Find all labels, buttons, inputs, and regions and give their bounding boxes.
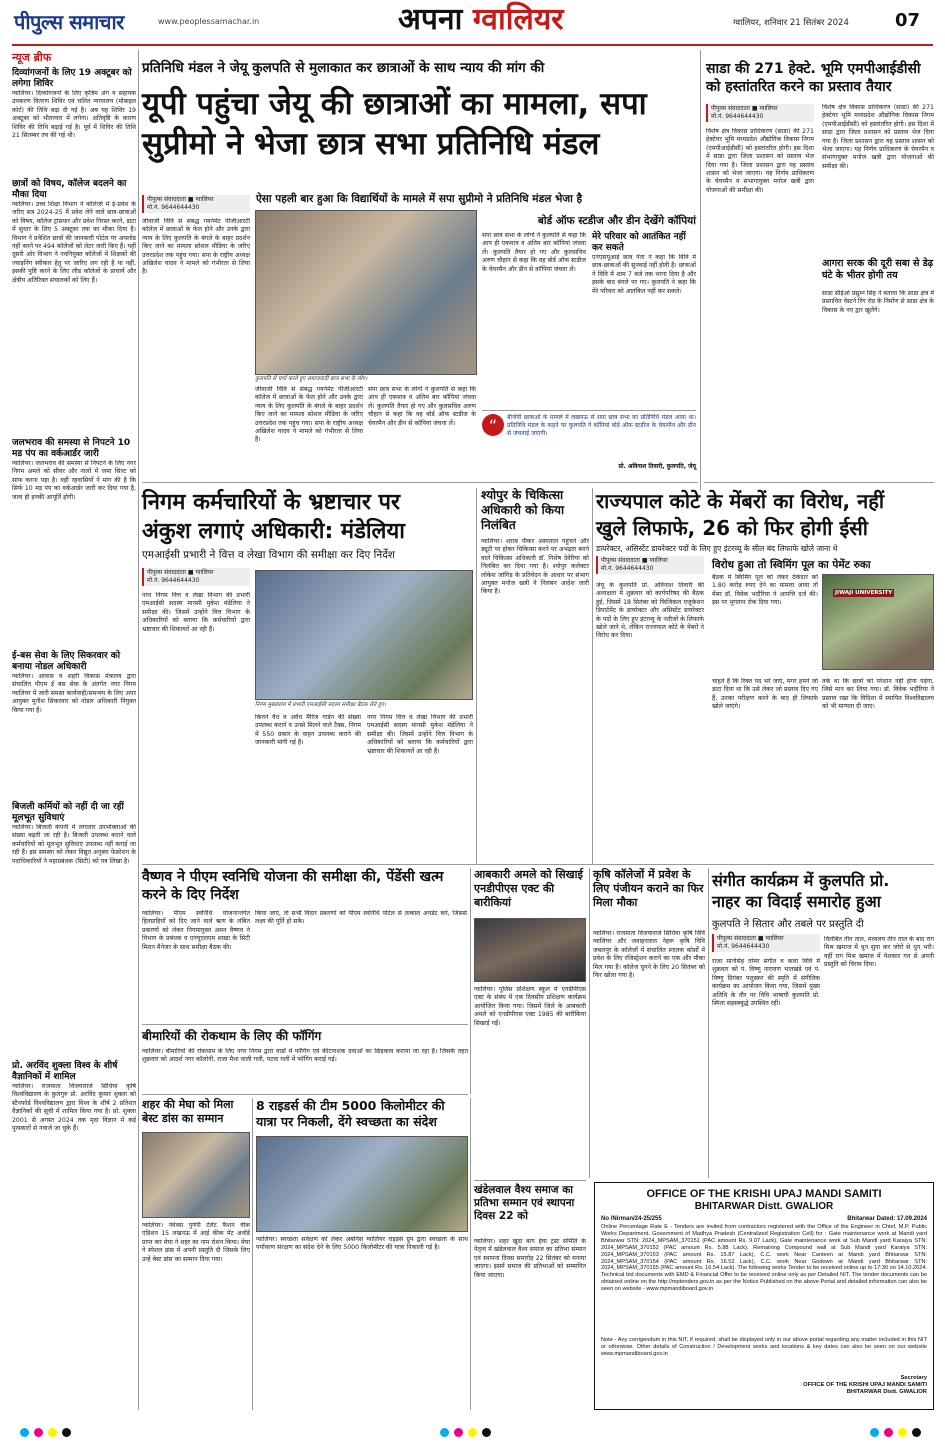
sangeet-byline <box>712 934 820 952</box>
lead-box-right <box>592 232 696 394</box>
column-divider <box>592 488 593 864</box>
lead-bottom-rule <box>142 482 698 483</box>
quote-icon: “ <box>482 414 504 436</box>
rajyapal-subhead: विरोध हुआ तो स्विमिंग पूल का पेमेंट रुका <box>712 559 871 571</box>
tender-note: Note - Any corrigendum in this NIT, if required, shall be displayed only in our above portal regarding any matter included in this NIT or otherwise. Other details of Construction / Development works and locations & key dates can also be seen on our website www.mpmandiboard.gov.in <box>601 1337 927 1357</box>
brief-body: ग्वालियर। आवास व शहरी विकास मंत्रालय द्वारा संचालित पीएम ई बस सेवा के अंतर्गत नगर निगम ग्वालियर में जारी समस्त कार्यवाही/समन्वय के लिए अपर आयुक्त मुनीश सिकरवार को नोडल अधिकारी नियुक्त किया गया है। <box>12 673 136 714</box>
tender-signatory-line2: BHITARWAR Distt. GWALIOR <box>846 1389 927 1395</box>
lead-box-head: बोर्ड ऑफ स्टडीज और डीन देखेंगे कॉपियां <box>537 215 696 227</box>
cmyk-yellow-dot <box>468 1428 477 1437</box>
brief-headline: बिजली कर्मियों को नहीं दी जा रहीं मूलभूत सुविधाएं <box>12 802 124 823</box>
brief-body: ग्वालियर। दिव्यांगजनों के लिए कृत्रिम अंग व सहायक उपकरण वितरण शिविर एवं चलित न्यायालय (मोबाइल कोर्ट) की तिथि बढ़ा दी गई है। अब यह शिविर 19 अक्टूबर को भीतरवार में लगेगा। अतिवृष्टि के कारण शिविर की तिथि बढ़ाई गई है। पूर्व में शिविर की तिथि 21 सितम्बर तय की गई थी। <box>12 90 136 140</box>
column-divider <box>708 868 709 1178</box>
rajyapal-deck: डायरेक्टर, असिस्टेंट डायरेक्टर पदों के लिए हुए इंटरव्यू के सील बंद लिफाफे खोले जाना थे <box>596 544 838 553</box>
lead-col2: जीवाजी विवि से संबद्ध गवर्नमेंट पीजीआरटी कॉलेज में छात्राओं के फेल होने और उनके द्वारा न्याय के लिए कुलपति के बंगले के बाहर प्रदर्शन किए जाने का मामला सोशल मीडिया के जरिए उत्तरप्रदेश तक पहुंच गया। सपा के राष्ट्रीय अध्यक्ष अखिलेश यादव ने मामले को गंभीरता से लिया है। <box>255 386 363 444</box>
sada-byline-name: पीपुल्स संवाददाता ■ ग्वालियर <box>711 105 778 112</box>
rajyapal-body1: जेयू के कुलपति प्रो. अविनाश तिवारी की अध्यक्षता में शुक्रवार को कार्यपरिषद की बैठक हुई, जिसमें 18 सितंबर को फिजिकल एजुकेशन डिपार्टमेंट के डायरेक्टर और असिस्टेंट डायरेक्टर के पदों के लिए हुए इंटरव्यू के नतीजों के लिफाफे खोले जाने थे, लेकिन राज्यपाल कोटे के मेंबरों ने विरोध कर दिया। <box>596 582 704 640</box>
column-divider <box>252 1098 253 1410</box>
sada-bottom-rule <box>704 482 934 483</box>
rajyapal-headline-line1: राज्यपाल कोटे के मेंबरों का विरोध, नहीं <box>596 489 884 513</box>
brief-body: ग्वालियर। बिजली कंपनी में लगातार उपभोक्ताओं की संख्या बढ़ती जा रही है। बिजली उपलब्ध कराने वाले कर्मचारियों को मूलभूत सुविधाएं उपलब्ध नहीं कराई जा रही हैं। इस समस्या को लेकर विद्युत अनुबंध फेडरेशन के पदाधिकारियों ने महाप्रबंधक (सिटी) को पत्र लिखा है। <box>12 824 136 865</box>
lead-headline-line1: यूपी पहुंचा जेयू की छात्राओं का मामला, सपा <box>142 86 647 122</box>
jiwaji-university-photo <box>822 574 934 670</box>
brief-headline: प्रो. अरविंद शुक्ला विश्व के शीर्ष वैज्ञानिकों में शामिल <box>12 1061 118 1082</box>
krishi-body: ग्वालियर। राजमाता विजयाराजे सिंधिया कृषि विवि ग्वालियर और जवाहरलाल नेहरू कृषि विवि जबलपुर के कॉलेजों में संचालित स्नातक कोर्सों में प्रवेश के लिए रजिस्ट्रेशन कराने का एक और मौका मिल गया है। कॉलेज चुनने के लिए 20 सितंबर को फिर खोला गया है। <box>593 930 705 980</box>
news-brief-label: न्यूज ब्रीफ <box>12 51 52 64</box>
cmyk-cyan-dot <box>440 1428 449 1437</box>
rajyapal-headline <box>596 488 934 542</box>
brief-item <box>12 179 136 433</box>
riders-body: ग्वालियर। स्वच्छता सर्वेक्षण को लेकर अर्बोनेस ग्वालियर राइडर्स ग्रुप द्वारा स्वच्छता के साथ पर्यावरण संरक्षण का संदेश देने के लिए 5000 किलोमीटर की यात्रा निकाली गई है। <box>256 1236 468 1252</box>
lead-photo <box>255 210 477 375</box>
column-divider <box>470 868 471 1094</box>
masthead <box>0 0 945 46</box>
lead-box2-head: मेरे परिवार को आतंकित नहीं कर सकते <box>592 232 686 253</box>
rajyapal-byline <box>596 556 704 574</box>
bimari-headline: बीमारियों की रोकथाम के लिए की फॉगिंग <box>142 1029 322 1043</box>
riders-headline: 8 राइडर्स की टीम 5000 किलोमीटर की यात्रा पर निकली, देंगे स्वच्छता का संदेश <box>256 1098 445 1129</box>
lead-quote-text: बीजेपी छात्राओं के मामले में लखनऊ से सपा छात्र सभा का प्रतिनिधि मंडल आया था। प्रतिनिधि मंडल के कहने पर कुलपति ने कॉपियां बोर्ड ऑफ स्टडीज के चेयरमैन और डीन से जंचवाई जाएंगी। <box>507 414 696 437</box>
brief-headline: जलभराव की समस्या से निपटने 10 मड पंप का वर्कआर्डर जारी <box>12 438 131 459</box>
brief-item <box>12 68 136 174</box>
brief-body: ग्वालियर। राजमाता विजयाराजे सिंधिया कृषि विश्वविद्यालय के कुलगुरु प्रो. अरविंद कुमार शुक्ला को स्टैनफोर्ड विश्वविद्यालय द्वारा विश्व के शीर्ष 2 प्रतिशत वैज्ञानिकों की सूची में शामिल किया गया है। प्रो. शुक्ला 2001 से अगस्त 2024 तक मृदा विज्ञान में कई पुरस्कारों से नवाजे जा चुके हैं। <box>12 1083 136 1133</box>
registration-marks <box>0 1420 945 1445</box>
rajyapal-headline-line2: खुले लिफाफे, 26 को फिर होगी ईसी <box>596 516 868 540</box>
nigam-byline-mobile: मो.नं. 9644644430 <box>147 577 200 584</box>
sada-byline-mobile: मो.नं. 9644644430 <box>711 113 764 120</box>
column-divider <box>700 50 701 490</box>
tender-dated: Bhitarwar Dated: 17.09.2024 <box>847 1216 927 1222</box>
riders-photo <box>256 1136 468 1232</box>
megha-headline: शहर की मेघा को मिला बेस्ट डांस का सम्मान <box>142 1098 234 1125</box>
lead-kicker: प्रतिनिधि मंडल ने जेयू कुलपति से मुलाकात कर छात्राओं के साथ न्याय की मांग की <box>142 60 545 76</box>
section-title <box>398 2 564 38</box>
column-divider <box>589 868 590 1178</box>
tender-ref-row <box>601 1216 927 1222</box>
cmyk-black-dot <box>482 1428 491 1437</box>
brand-logo: पीपुल्स समाचार <box>14 10 124 34</box>
brief-item <box>12 802 136 1056</box>
lead-byline-mobile: मो.नं. 9644644430 <box>147 204 200 211</box>
sada-subhead: आगरा सरक की दूरी सबा से डेढ़ घंटे के भीतर होगी तय <box>822 258 934 281</box>
sheopur-headline: श्योपुर के चिकित्सा अधिकारी को किया निलंबित <box>481 488 565 532</box>
cmyk-black-dot <box>62 1428 71 1437</box>
news-brief-column <box>12 50 136 1410</box>
nigam-headline-line2: अंकुश लगाएं अधिकारी: मंडेलिया <box>142 519 405 544</box>
brief-item <box>12 1061 136 1383</box>
tender-signatory-line1: OFFICE OF THE KRISHI UPAJ MANDI SAMITI <box>803 1382 927 1388</box>
sangeet-deck: कुलपति ने सितार और तबले पर प्रस्तुति दी <box>712 919 864 930</box>
khandelwal-headline: खंडेलवाल वैश्य समाज का प्रतिभा सम्मान एवं स्थापना दिवस 22 को <box>474 1184 575 1222</box>
website-url[interactable]: www.peoplessamachar.in <box>158 17 260 26</box>
sangeet-body2: विलंबित तीन ताल, मध्यलय तीन ताल के बाद राग मिश्र खमाज में धुन सुना कर जोरों से धुन भरी। वहीं राग मिश्र खमाज में पेशकार गत से अपनी प्रस्तुति को विराम दिया। <box>824 936 934 969</box>
vaishnav-body1: ग्वालियर। पीएम स्वनिधि योजनान्तर्गत हितग्राहियों को दिए जाने वाले ऋण के लंबित प्रकरणों को लेकर निगमायुक्त अमन वैष्णव ने विभाग के प्रबंधक व एनयूएलएम शाखा के सिटी मिशन मैनेजर के साथ समीक्षा बैठक की। <box>142 910 250 951</box>
lead-box2-body: एनएसयूआई छात्र नेता ने कहा कि विवि में छात्र-छात्राओं की सुनवाई नहीं होती है। छात्राओं ने विवि में शाम 7 बजे तक धरना दिया है और इसके बाद बंगले पर गए। कुलपति ने कहा कि मेरे परिवार को आतंकित नहीं कर सकते। <box>592 254 696 295</box>
sada-sub-body: साडा सीईओ प्रद्युम्न सिंह ने बताया कि साडा क्षेत्र में प्रस्तावित वेस्टर्न रिंग रोड के निर्माण से साडा क्षेत्र के विकास के नए द्वार खुलेंगे। <box>822 290 934 314</box>
sangeet-byline-name: पीपुल्स संवाददाता ■ ग्वालियर <box>717 935 784 942</box>
megha-photo <box>142 1132 250 1218</box>
section-title-part2: ग्वालियर <box>472 2 564 37</box>
tender-body: Online Percentage Rate E - Tenders are invited from contractors registered with the Office of the Engineer in Chief, M.P. Public Works Department, Government of Madhya Pradesh (Centralized Registration Cell) for : Gate maintenance work at Mandi yard Bhitarwar STN: 2024_MPSAM_370151 (PAC amount Rs. 9.07 Lack), Gate maintenance work at Sub Mandi yard Karaiya STN: 2024_MPSAM_370152 (PAC amount Rs. 5.88 Lack), Remaining Compound wall at Sub Mandi yard Karaiya STN: 2024_MPSAM_370153 (PAC amount Rs. 15.87 Lack), C.C. work Near Canteen at Mandi yard Bhitarwar STN: 2024_MPSAM_370154 (PAC amount Rs. 16.52 Lack), C.C. work Near Godown at Mandi yard Bhitarwar STN: 2024_MPSAM_370155 (PAC amount Rs. 16.54 Lack). The following works Tender to be received online up to 17:30 on 14.10.2024. Technical bid documents with EMD & Financial Offer to be received online only as per Detailed NIT. The tender documents can be obtained online on the http://mptenders.gov.in as per the Notice Published on the above Portal and detailed information can also be seen on website - www.mpmandiboard.gov.in <box>601 1224 927 1293</box>
lead-photo-caption: कुलपति से चर्चा करते हुए समाजवादी छात्र सभा के लोग। <box>255 376 368 382</box>
abkari-body: ग्वालियर। पुलिस प्रशिक्षण स्कूल में एनडीपीएस एक्ट के संबंध में एक दिवसीय प्रशिक्षण कार्यक्रम आयोजित किया गया। जिसमें जिले के आबकारी अमले को एनडीपीएस एक्ट 1985 की बारीकियां सिखाई गईं। <box>474 986 586 1027</box>
abkari-headline: आबकारी अमले को सिखाई एनडीपीएस एक्ट की बारीकियां <box>474 868 583 909</box>
sangeet-headline-line1: संगीत कार्यक्रम में कुलपति प्रो. <box>712 871 890 890</box>
tender-notice <box>594 1182 934 1410</box>
column-divider <box>470 1098 471 1410</box>
sangeet-headline-line2: नाहर का विदाई समारोह हुआ <box>712 892 881 911</box>
jiwaji-photo-label: JIWAJI UNIVERSITY <box>835 590 893 596</box>
sada-byline <box>706 104 814 122</box>
dateline: ग्वालियर, शनिवार 21 सितंबर 2024 <box>733 18 849 28</box>
rajyapal-byline-mobile: मो.नं. 9644644430 <box>601 565 654 572</box>
nigam-body3: नगर निगम वित्त व लेखा विभाग की प्रभारी एमआईसी सदस्य मानसी मुकेश मंडेलिया ने समीक्षा की। जिसमें उन्होंने वित्त विभाग के अधिकारियों को बताया कि कर्मचारियों द्वारा भ्रष्टाचार की शिकायतें आ रही हैं। <box>367 714 473 755</box>
rajyapal-sub-body: बैठक में स्विमिंग पूल को लेकर ठेकेदार को 1.80 करोड़ रुपए देने का मामला आया तो मेंबर डॉ. विवेक भदौरिया ने आपत्ति दर्ज की। इस पर भुगतान रोक दिया गया। <box>712 574 818 607</box>
column-divider <box>138 50 139 1410</box>
lead-headline-line2: सुप्रीमो ने भेजा छात्र सभा प्रतिनिधि मंडल <box>142 126 600 162</box>
rajyapal-body2: चाहते हैं कि रिक्त पद भरे जाएं, मगर हमने जो डाटा दिया था कि उसे लेकर जो प्रस्ताव दिए गए हैं, उनका परीक्षण करने के बाद ही लिफाफे खोले जाएंगे। <box>712 678 818 711</box>
lead-byline-name: पीपुल्स संवाददाता ■ ग्वालियर <box>147 196 214 203</box>
cmyk-magenta-dot <box>454 1428 463 1437</box>
tender-ref-no: No /Nirman/24-25/255 <box>601 1216 662 1222</box>
bimari-body: ग्वालियर। बीमारियों की रोकथाम के लिए नगर निगम द्वारा वार्डों में फॉगिंग एवं कीटनाशक दवाओं का छिड़काव कराया जा रहा है। जिसके तहत शुक्रवार को आदर्श नगर कॉलोनी, राजा मैथा वाली गली, पटवा गली में फॉगिंग कराई गई। <box>142 1048 468 1064</box>
rule <box>474 1180 586 1181</box>
lead-box-left <box>482 232 586 402</box>
cmyk-yellow-dot <box>48 1428 57 1437</box>
vaishnav-headline: वैष्णव ने पीएम स्वनिधि योजना की समीक्षा की, पेंडेंसी खत्म करने के दिए निर्देश <box>142 869 444 903</box>
lead-col1: जीवाजी विवि से संबद्ध गवर्नमेंट पीजीआरटी कॉलेज में छात्राओं के फेल होने और उनके द्वारा न्याय के लिए कुलपति के बंगले के बाहर प्रदर्शन किए जाने का मामला सोशल मीडिया के जरिए उत्तरप्रदेश तक पहुंच गया। सपा के राष्ट्रीय अध्यक्ष अखिलेश यादव ने मामले को गंभीरता से लिया है। <box>142 218 250 276</box>
nigam-photo <box>255 570 473 700</box>
lead-quote-author: प्रो. अविनाश तिवारी, कुलपति, जेयू <box>618 463 696 470</box>
brief-item <box>12 438 136 646</box>
lead-subhead: ऐसा पहली बार हुआ कि विद्यार्थियों के मामले में सपा सुप्रीमो ने प्रतिनिधि मंडल भेजा है <box>256 193 583 205</box>
cmyk-cyan-dot <box>870 1428 879 1437</box>
lead-byline <box>142 195 250 213</box>
tender-title-line1: OFFICE OF THE KRISHI UPAJ MANDI SAMITI <box>646 1188 882 1200</box>
brief-body: ग्वालियर। उच्च शिक्षा विभाग ने कॉलेजों में ई-प्रवेश के जरिए सत्र 2024-25 में प्रवेश लेने वाले छात्र-छात्राओं को विषय, कॉलेज ट्रांसफर और प्रवेश निरस्त करने, डाटा में सुधार के लिए 5 अक्टूबर तक का मौका दिया है। विभाग ने प्रवेशित छात्रों की जानकारी पोर्टल पर अपलोड नहीं करने पर 494 कॉलेजों को लेटर जारी किए हैं। यहीं दूसरी ओर विभाग ने नवनियुक्त कॉलेजों में शिक्षकों की ज्वाइनिंग स्वीकार हेतु पर जारिए लग रही है या नहीं, इसकी पुष्टि करने के लिए लीड कॉलेजों के प्राचार्य और क्षेत्रीय अतिरिक्त संचालकों को लिए हैं। <box>12 201 136 284</box>
mid-rule <box>142 864 934 865</box>
nigam-headline-line1: निगम कर्मचारियों के भ्रष्टाचार पर <box>142 490 401 515</box>
krishi-headline: कृषि कॉलेजों में प्रवेश के लिए पंजीयन कराने का फिर मिला मौका <box>593 868 704 909</box>
nigam-byline <box>142 568 250 586</box>
rule <box>142 1094 468 1095</box>
lead-col3: सपा छात्र सभा के लोगों ने कुलपति से कहा कि आप ही एकमात्र व अंतिम बार कॉपियां जंचवा लें। कुलपति तैयार हो गए और कुलसचिव अरुण चौहान से कहा कि वह बोर्ड ऑफ स्टडीज के चेयरमैन और डीन से कॉपियां जंचवा लें। <box>368 386 476 427</box>
lead-headline <box>142 84 698 164</box>
section-title-part1: अपना <box>398 2 463 37</box>
lead-box <box>482 214 696 404</box>
rajyapal-byline-name: पीपुल्स संवाददाता ■ ग्वालियर <box>601 557 668 564</box>
sada-headline: साडा की 271 हेक्टे. भूमि एमपीआईडीसी को हस्तांतरित करने का प्रस्ताव तैयार <box>706 61 921 95</box>
page-number: 07 <box>895 10 921 31</box>
masthead-rule <box>12 44 933 46</box>
megha-body: ग्वालियर। नेवेवस पुणेरी टेलेंट फैशन वीक एडिशन 15 लखनऊ में आई कीक मेंट अवॉर्ड प्राप्त कर मेघा ने शहर का नाम रोशन किया। मेघा ने स्पेशल डांस में अपनी प्रस्तुति दी जिसके लिए उन्हें बेस्ट डांस का सम्मान दिया गया। <box>142 1222 250 1263</box>
nigam-body2: कितने वैध व अवैध मैरिज गार्डन की संख्या उपलब्ध कराने व उनसे मिलने वाले टैक्स, निगम में 550 प्रकार के वाहन उपलब्ध कराने की जानकारी मांगी गई है। <box>255 714 361 747</box>
cmyk-black-dot <box>912 1428 921 1437</box>
tender-title-line2: BHITARWAR Distt. GWALIOR <box>694 1201 834 1212</box>
column-divider <box>476 488 477 864</box>
sheopur-body: ग्वालियर। शराब पीकर अस्पताल पहुंचने और ड्यूटी पर होकर चिकित्सा करने पर अभद्रता करने वाले चिकित्सा अधिकारी डॉ. निशेष देवेरिया को निलंबित कर दिया गया है। श्योपुर कलेक्टर लोकेश जांगिड़ के प्रतिवेदन के आधार पर संभाग आयुक्त मनोज खत्री ने निलंबन आदेश जारी किया है। <box>481 538 589 596</box>
cmyk-cyan-dot <box>20 1428 29 1437</box>
nigam-headline <box>142 488 472 546</box>
sangeet-body1: राजा मानसिंह तोमर संगीत व कला विवि में शुक्रवार को पं. विष्णु नारायण भातखंडे एवं पं. विष्णु दिगंबर पलुस्कर की स्मृति में संगीतिक कार्यक्रम का आयोजन किया गया, जिसमें मुख्य अतिथि के तौर पर विवि भाषायी कुलपति प्रो. स्मिता सहस्त्रबुद्धे उपस्थित रहीं। <box>712 958 820 1008</box>
sada-body-col1: विशेष क्षेत्र विकास प्राधिकरण (साडा) की 271 हेक्टेयर भूमि मध्यप्रदेश औद्योगिक विकास निगम (एमपीआईडीसी) को हस्तांतरित होगी। इस दिशा में साडा द्वारा जिला प्रशासन को प्रस्ताव भेज दिया गया है। जिला प्रशासन द्वारा यह प्रस्ताव शासन को भेजा जाएगा। यह निर्णय प्राधिकरण के चेयरमैन व संभागायुक्त मनोज खत्री द्वारा योजनाओं की समीक्षा की। <box>706 128 814 194</box>
brief-headline: छात्रों को विषय, कॉलेज बदलने का मौका दिया <box>12 179 127 200</box>
brief-headline: ई-बस सेवा के लिए सिकरवार को बनाया नोडल अधिकारी <box>12 651 121 672</box>
nigam-byline-name: पीपुल्स संवाददाता ■ ग्वालियर <box>147 569 214 576</box>
brief-body: ग्वालियर। जलभराव की समस्या से निपटने के लिए नगर निगम अमले को सीवर और नालों में जमा सिल्ट को साफ करना पड़ा है। वहीं रहवासियों ने मांग की है कि सिर्फ 10 मड पंप का वर्कआर्डर जारी कर दिया गया है, जल्द ही इनकी आपूर्ति होगी। <box>12 460 136 501</box>
cmyk-magenta-dot <box>34 1428 43 1437</box>
sada-body-col2: विशेष क्षेत्र विकास प्राधिकरण (साडा) की 271 हेक्टेयर भूमि मध्यप्रदेश औद्योगिक विकास निगम (एमपीआईडीसी) को हस्तांतरित होगी। इस दिशा में साडा द्वारा जिला प्रशासन को प्रस्ताव भेज दिया गया है। जिला प्रशासन द्वारा यह प्रस्ताव शासन को भेजा जाएगा। यह निर्णय प्राधिकरण के चेयरमैन व संभागायुक्त मनोज खत्री द्वारा योजनाओं की समीक्षा की। <box>822 104 934 170</box>
sangeet-headline <box>712 870 934 912</box>
nigam-body1: नगर निगम वित्त व लेखा विभाग की प्रभारी एमआईसी सदस्य मानसी मुकेश मंडेलिया ने समीक्षा की। जिसमें उन्होंने वित्त विभाग के अधिकारियों को बताया कि कर्मचारियों द्वारा भ्रष्टाचार की शिकायतें आ रही हैं। <box>142 592 250 633</box>
tender-signatory-title: Secretary <box>900 1375 927 1381</box>
nigam-photo-caption: निगम मुख्यालय में प्रभारी एमआईसी सदस्य समीक्षा बैठक लेते हुए। <box>255 702 387 708</box>
vaishnav-body2: किया जाए, तो सभी विंदार प्रकरणों को पीएम स्वनिधि पोर्टल से तत्काल अपडेट करें, जिससे लक्ष्य की पूर्ति हो सके। <box>255 910 467 926</box>
nigam-deck: एमआईसी प्रभारी ने वित्त व लेखा विभाग की समीक्षा कर दिए निर्देश <box>142 549 395 561</box>
rule <box>142 1024 468 1025</box>
abkari-photo <box>474 918 586 982</box>
tender-signatory <box>601 1375 927 1396</box>
khandelwal-body: ग्वालियर। शहर खुदा बाग हेवा ट्रस्ट समिति के नेतृत्व में खंडेलवाल वैश्य समाज का प्रतिभा सम्मान एवं स्थापना दिवस समारोह 22 सितंबर को मनाया जाएगा। इसमें समाज की प्रतिभाओं को सम्मानित किया जाएगा। <box>474 1238 586 1279</box>
brief-headline: दिव्यांगजनों के लिए 19 अक्टूबर को लगेगा शिविर <box>12 68 132 89</box>
lead-quote <box>482 410 696 478</box>
brief-item <box>12 651 136 797</box>
sangeet-byline-mobile: मो.नं. 9644644430 <box>717 943 770 950</box>
cmyk-magenta-dot <box>884 1428 893 1437</box>
rajyapal-body3: तर्क था कि छात्रों को परेशान नहीं होना पड़ेगा, जिसे मान कर लिया गया। डॉ. विवेक भदौरिया ने प्रस्ताव रखा कि विदिशा में स्थापित विश्वविद्यालय को भी मान्यता दी जाए। <box>822 678 934 711</box>
cmyk-yellow-dot <box>898 1428 907 1437</box>
lead-box-body: सपा छात्र सभा के लोगों ने कुलपति से कहा कि आप ही एकमात्र व अंतिम बार कॉपियां जंचवा लें। कुलपति तैयार हो गए और कुलसचिव अरुण चौहान से कहा कि वह बोर्ड ऑफ स्टडीज के चेयरमैन और डीन से कॉपियां जंचवा लें। <box>482 232 586 273</box>
